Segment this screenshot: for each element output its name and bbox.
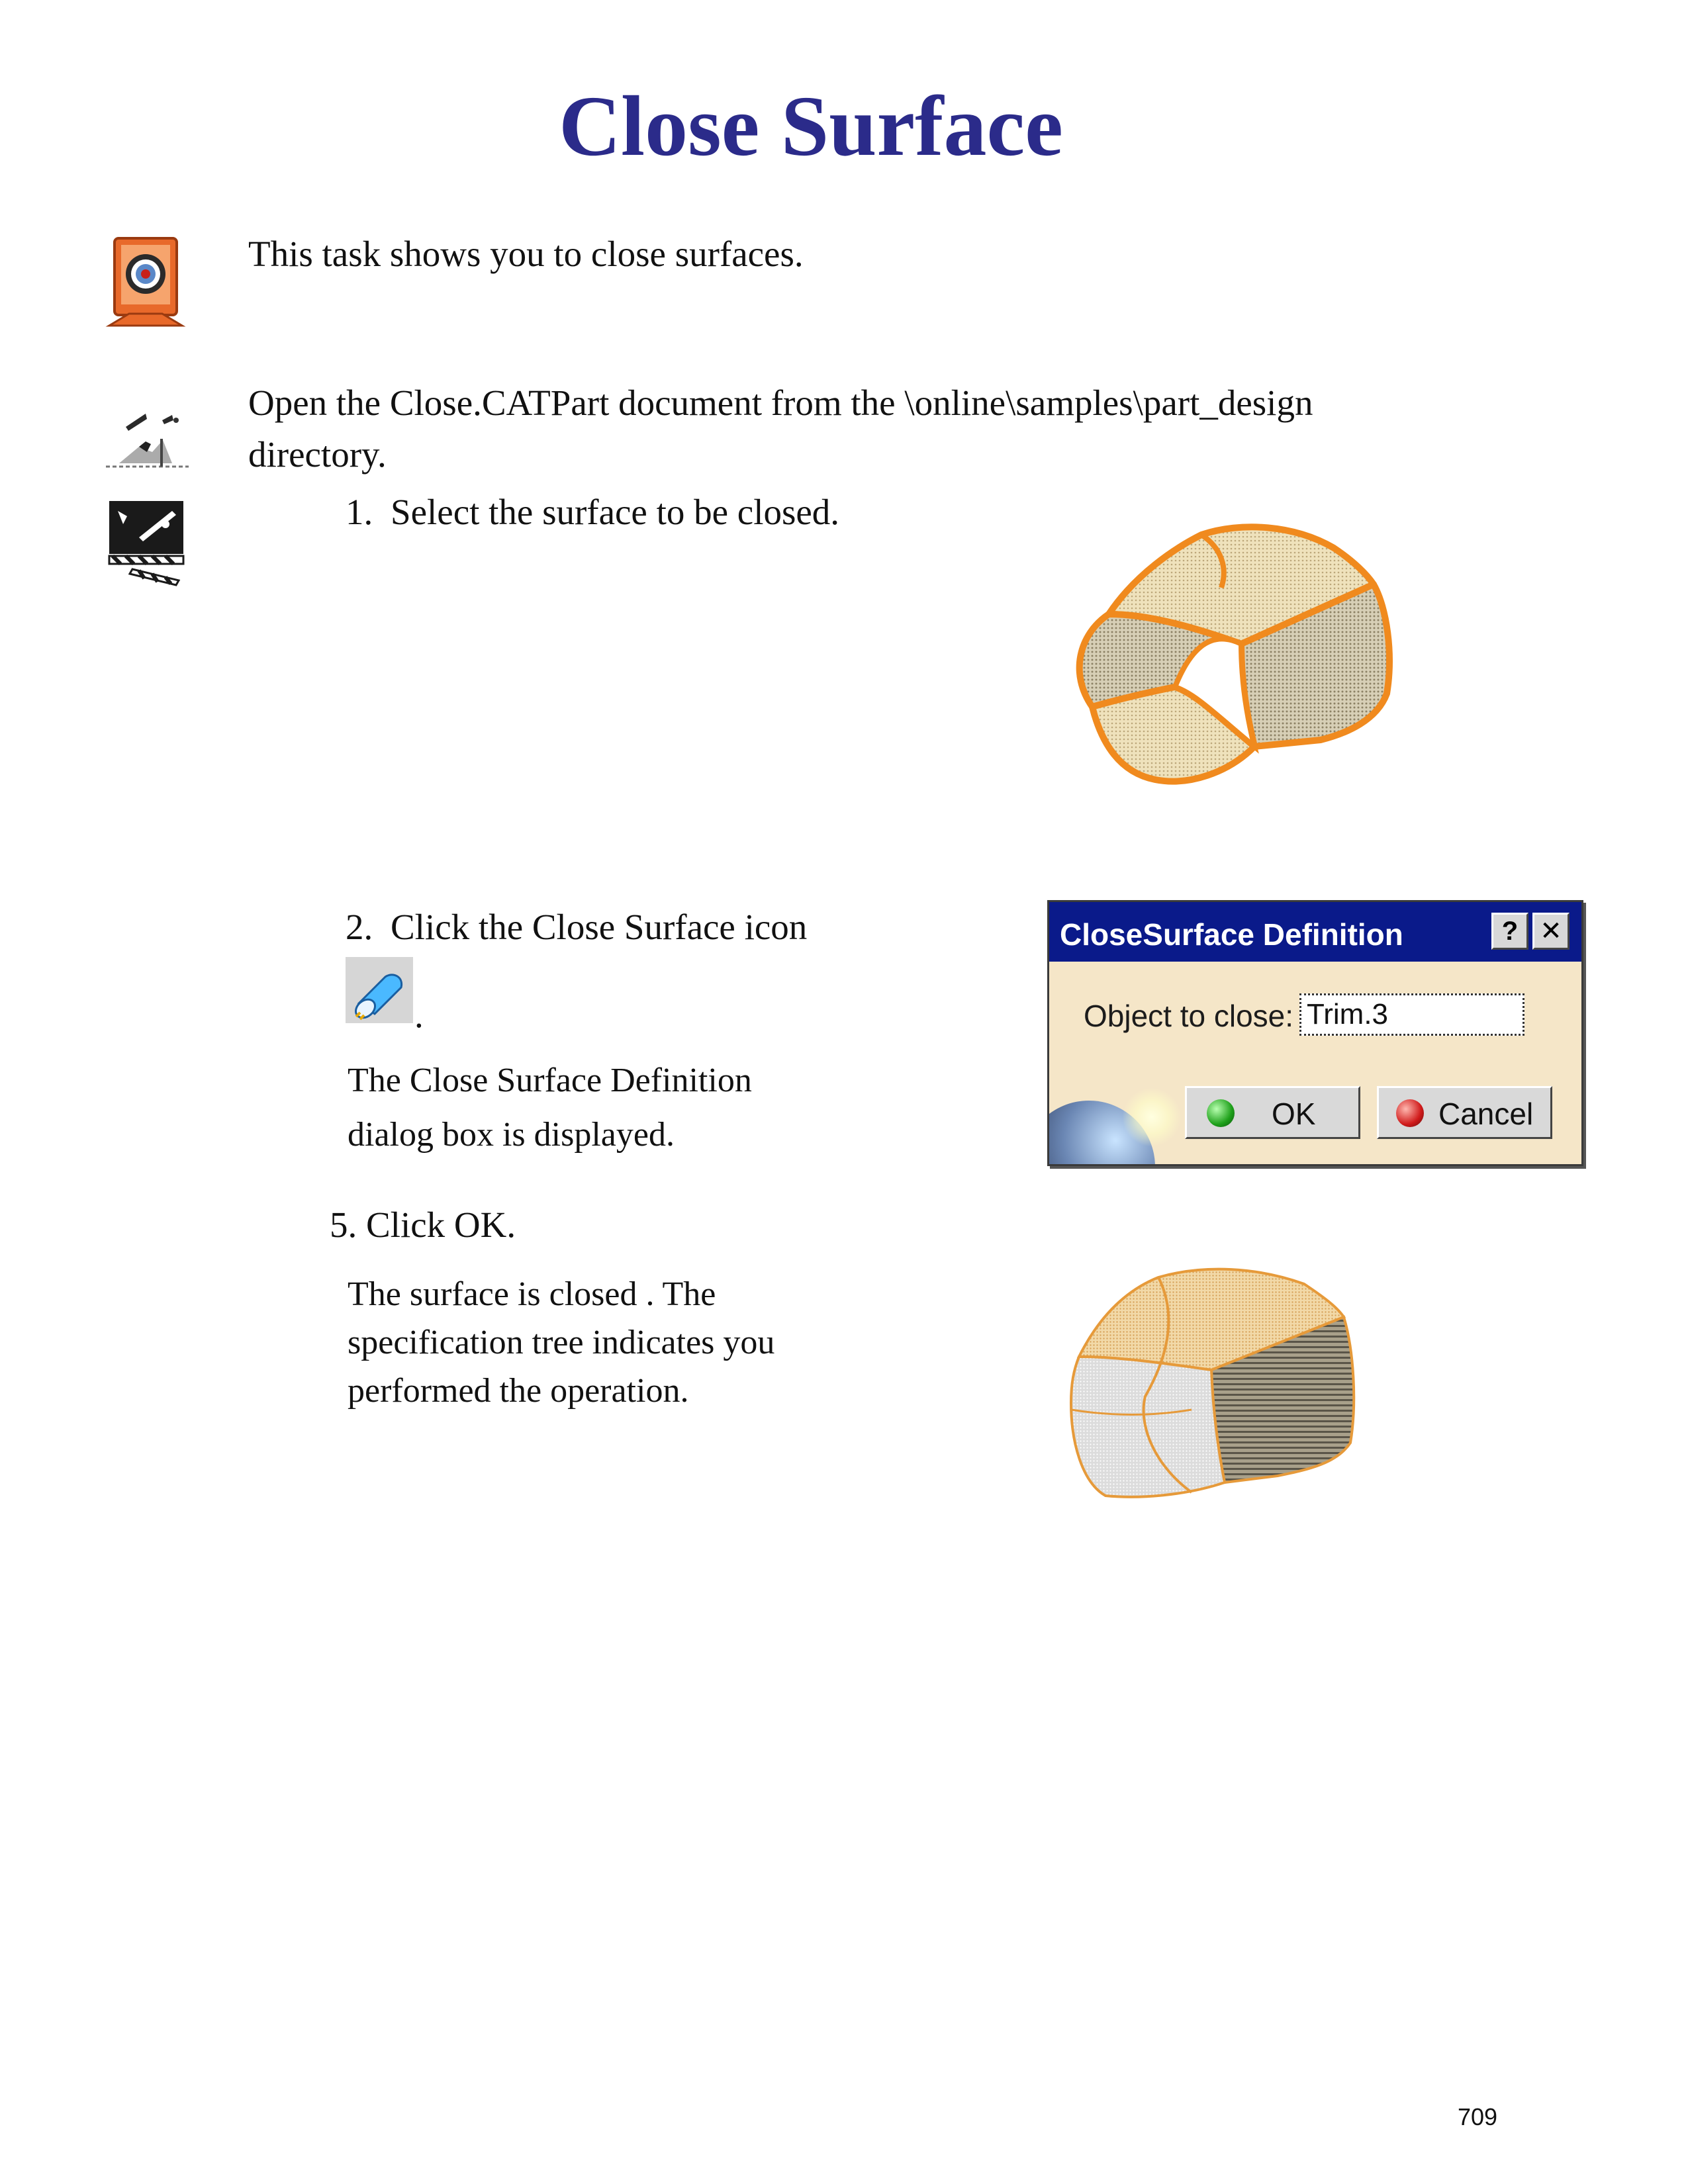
- step2-result-line1: The Close Surface Definition: [348, 1062, 752, 1099]
- glow-decoration: [1122, 1087, 1182, 1147]
- open-instruction-line2: directory.: [248, 434, 387, 475]
- closed-surface-figure: [1059, 1251, 1403, 1529]
- step5-result-line3: performed the operation.: [348, 1372, 689, 1410]
- close-button[interactable]: ✕: [1532, 913, 1570, 950]
- red-light-icon: [1396, 1099, 1424, 1127]
- step1-text: Select the surface to be closed.: [391, 492, 840, 532]
- step5-result-line1: The surface is closed . The: [348, 1275, 716, 1313]
- intro-text: This task shows you to close surfaces.: [248, 234, 804, 274]
- page-title: Close Surface: [559, 79, 1063, 174]
- ok-button[interactable]: [1185, 1086, 1360, 1139]
- step2-text: Click the Close Surface icon: [391, 907, 808, 947]
- ok-label: OK: [1272, 1097, 1316, 1131]
- step5-text: 5. Click OK.: [330, 1205, 516, 1245]
- cancel-label: Cancel: [1438, 1097, 1534, 1131]
- cancel-button[interactable]: [1377, 1086, 1552, 1139]
- close-surface-dialog: [1047, 900, 1583, 1166]
- close-surface-icon[interactable]: [346, 957, 413, 1023]
- page-number: 709: [1458, 2103, 1498, 2130]
- step2-result-line2: dialog box is displayed.: [348, 1116, 675, 1154]
- step5-result-line2: specification tree indicates you: [348, 1324, 775, 1361]
- open-surface-figure: [1043, 495, 1440, 813]
- step1-number: 1.: [346, 492, 373, 532]
- open-instruction-line1: Open the Close.CATPart document from the \online\samples\part_design: [248, 383, 1313, 423]
- object-to-close-label: Object to close:: [1084, 999, 1294, 1033]
- green-light-icon: [1207, 1099, 1235, 1127]
- dialog-title: CloseSurface Definition: [1049, 902, 1581, 962]
- step2-period: .: [414, 995, 424, 1035]
- object-to-close-field[interactable]: Trim.3: [1299, 993, 1524, 1036]
- document-open-icon: [99, 400, 192, 477]
- step2-number: 2.: [346, 907, 373, 947]
- clapperboard-icon: [106, 498, 192, 587]
- target-icon: [103, 233, 189, 332]
- help-button[interactable]: ?: [1491, 913, 1528, 950]
